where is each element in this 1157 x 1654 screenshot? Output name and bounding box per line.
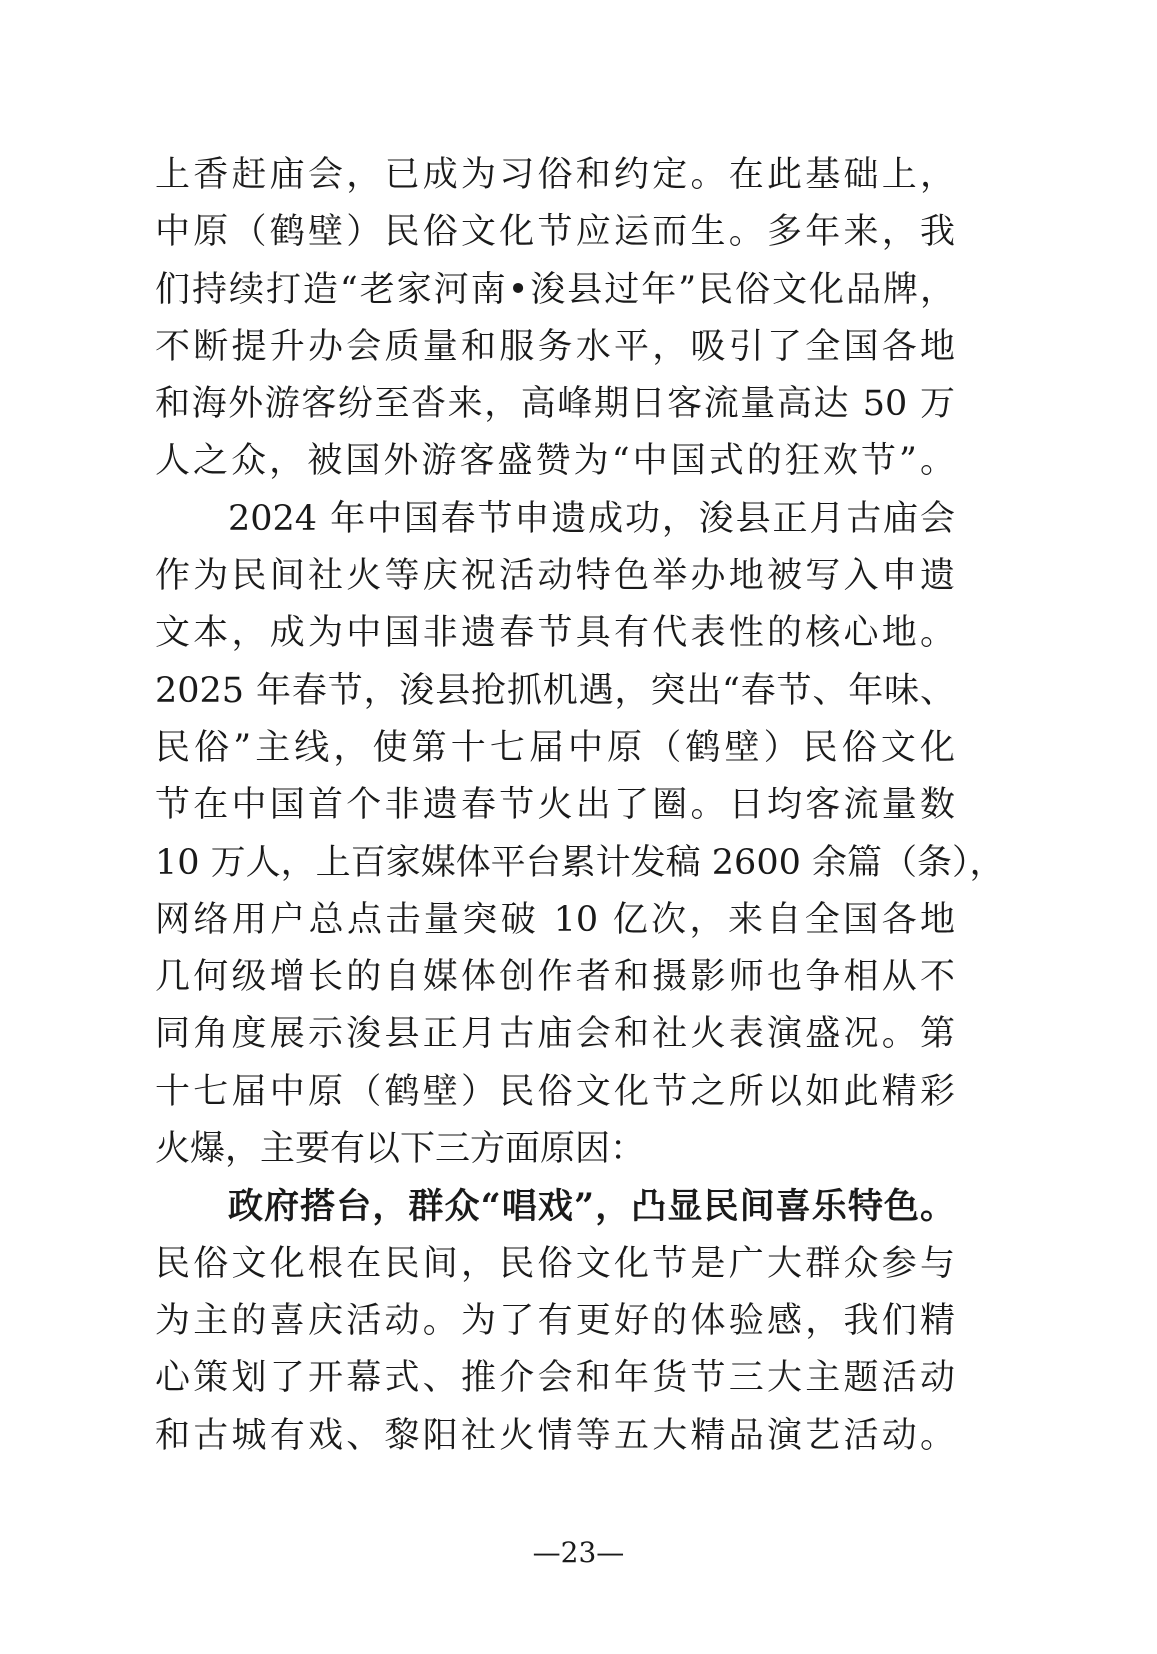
text-line: 网络用户总点击量突破 10 亿次，来自全国各地 <box>155 899 955 940</box>
text-line: 节在中国首个非遗春节火出了圈。日均客流量数 <box>155 785 955 826</box>
text-line: 2024 年中国春节申遗成功，浚县正月古庙会 <box>228 498 955 539</box>
text-line: 文本，成为中国非遗春节具有代表性的核心地。 <box>155 613 955 654</box>
text-line: 上香赶庙会，已成为习俗和约定。在此基础上， <box>155 155 955 195</box>
text-line: 同角度展示浚县正月古庙会和社火表演盛况。第 <box>155 1014 955 1055</box>
text-line: 中原（鹤壁）民俗文化节应运而生。多年来，我 <box>155 212 955 253</box>
text-line: 民俗文化根在民间，民俗文化节是广大群众参与 <box>155 1243 955 1284</box>
text-line: 火爆，主要有以下三方面原因： <box>155 1129 646 1170</box>
text-line: 和海外游客纷至沓来，高峰期日客流量高达 50 万 <box>155 384 955 425</box>
body-text <box>155 147 1005 1465</box>
text-line: 几何级增长的自媒体创作者和摄影师也争相从不 <box>155 957 955 998</box>
text-line: 十七届中原（鹤壁）民俗文化节之所以如此精彩 <box>155 1071 955 1112</box>
text-line: 作为民间社火等庆祝活动特色举办地被写入申遗 <box>155 556 955 597</box>
text-line: 不断提升办会质量和服务水平，吸引了全国各地 <box>155 326 955 367</box>
page-number: —23— <box>532 1536 625 1569</box>
section-heading-line: 政府搭台，群众“唱戏”，凸显民间喜乐特色。 <box>228 1186 955 1228</box>
text-line: 们持续打造“老家河南•浚县过年”民俗文化品牌， <box>155 269 955 310</box>
text-line: 10 万人，上百家媒体平台累计发稿 2600 余篇（条）， <box>155 842 1005 883</box>
text-line: 心策划了开幕式、推介会和年货节三大主题活动 <box>155 1358 955 1399</box>
text-line: 为主的喜庆活动。为了有更好的体验感，我们精 <box>155 1300 955 1341</box>
text-line: 2025 年春节，浚县抢抓机遇，突出“春节、年味、 <box>155 670 955 711</box>
text-line: 和古城有戏、黎阳社火情等五大精品演艺活动。 <box>155 1415 955 1456</box>
text-line: 民俗”主线，使第十七届中原（鹤壁）民俗文化 <box>155 727 955 768</box>
text-line: 人之众，被国外游客盛赞为“中国式的狂欢节”。 <box>155 441 955 482</box>
